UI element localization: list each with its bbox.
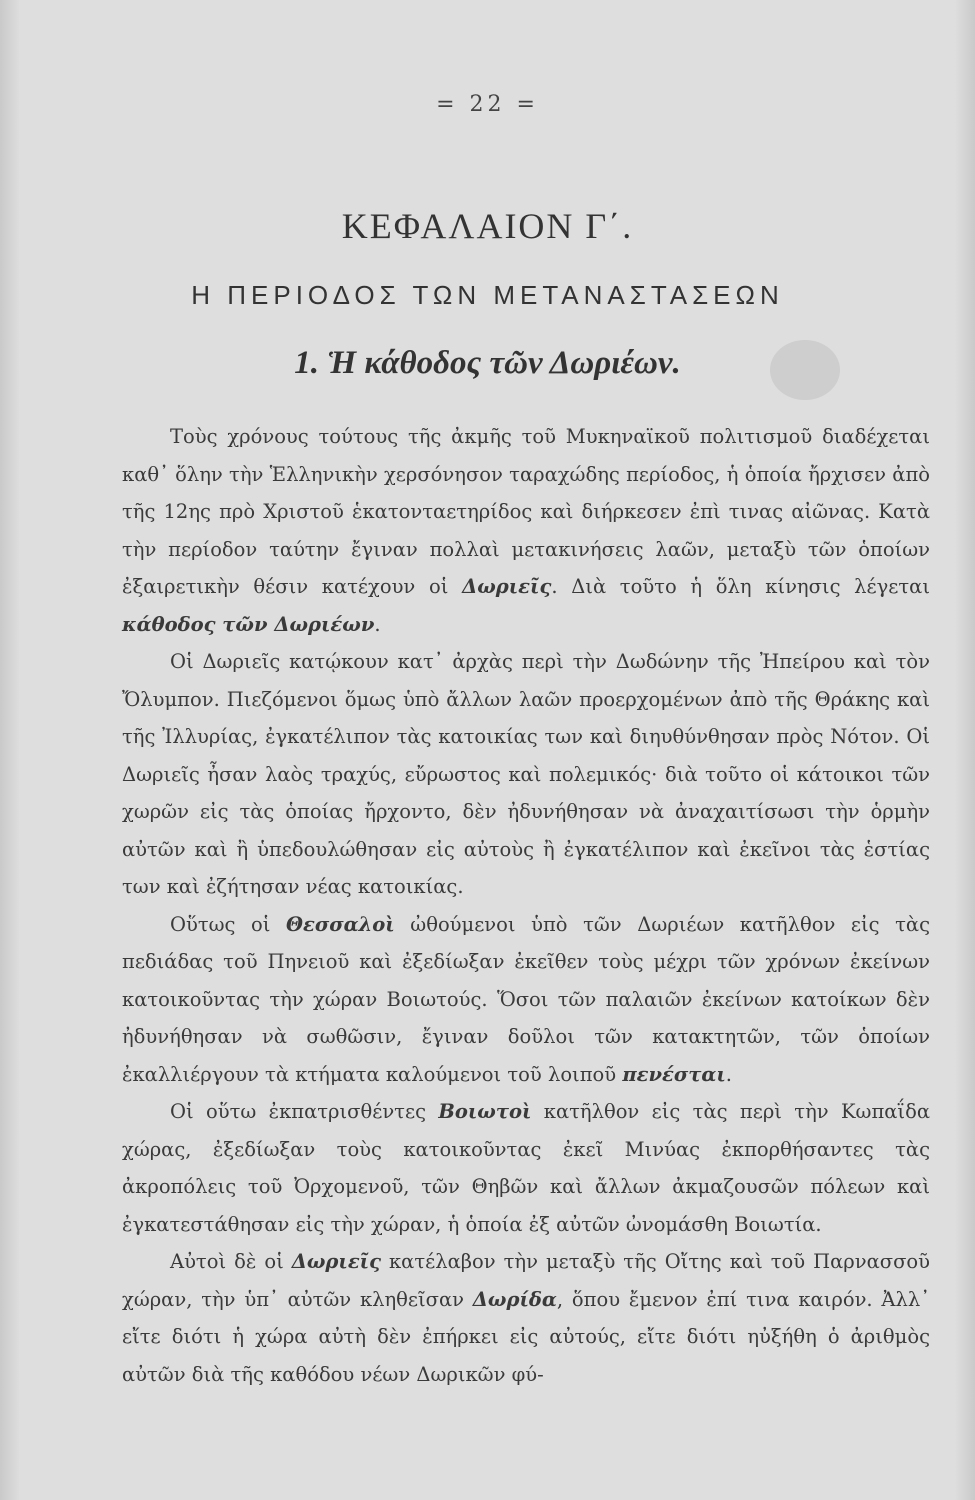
body-text — [122, 418, 930, 1393]
emphasis-term: Δωριεῖς — [291, 1250, 381, 1273]
chapter-heading: ΚΕΦΑΛΑΙΟΝ Γ΄. — [341, 206, 634, 246]
emphasis-term: Δωρίδα — [472, 1287, 557, 1311]
emphasis-term: Θεσσαλοὶ — [286, 912, 395, 936]
emphasis-term: Δωριεῖς — [462, 575, 552, 598]
paragraph-text: , ὅπου ἔμενον ἐπί τινα καιρόν. Ἀλλ᾽ εἴτε διότι ἡ χώρα αὐτὴ δὲν ἐπήρκει εἰς αὐτούς, εἴτε διότι ηὐξήθη ὁ ἀριθμὸς αὐτῶν διὰ τῆς καθόδου νέων Δωρικῶν φύ- — [122, 1287, 930, 1386]
paragraph — [122, 1093, 930, 1243]
chapter-subtitle: Η ΠΕΡΙΟΔΟΣ ΤΩΝ ΜΕΤΑΝΑΣΤΑΣΕΩΝ — [191, 280, 784, 310]
paragraph-text: . — [725, 1062, 732, 1086]
paragraph-text: Οὕτως οἱ — [170, 912, 286, 936]
paragraph-text: Οἱ Δωριεῖς κατῴκουν κατ᾽ ἀρχὰς περὶ τὴν Δωδώνην τῆς Ἠπείρου καὶ τὸν Ὄλυμπον. Πιεζόμενοι ὅμως ὑπὸ ἄλλων λαῶν προερχομένων ἀπὸ τῆς Θράκης καὶ τῆς Ἰλλυρίας, ἐγκατέλιπον τὰς κατοικίας των καὶ διηυθύνθησαν πρὸς Νότον. Οἱ Δωριεῖς ἦσαν λαὸς τραχύς, εὔρωστος καὶ πολεμικός· διὰ τοῦτο οἱ κάτοικοι τῶν χωρῶν εἰς τὰς ὁποίας ἤρχοντο, δὲν ἠδυνήθησαν νὰ ἀναχαιτίσωσι τὴν ὁρμὴν αὐτῶν καὶ ἢ ὑπεδουλώθησαν εἰς αὐτοὺς ἢ ἐγκατέλιπον καὶ ἐκεῖνοι τὰς ἑστίας των καὶ ἐζήτησαν νέας κατοικίας. — [122, 650, 930, 898]
paragraph-text: Τοὺς χρόνους τούτους τῆς ἀκμῆς τοῦ Μυκηναϊκοῦ πολιτισμοῦ διαδέχεται καθ᾽ ὅλην τὴν Ἑλληνικὴν χερσόνησον ταραχώδης περίοδος, ἡ ὁποία ἤρχισεν ἀπὸ τῆς 12ης πρὸ Χριστοῦ ἑκατονταετηρίδος καὶ διήρκεσεν ἐπὶ τινας αἰῶνας. Κατὰ τὴν περίοδον ταύτην ἔγιναν πολλαὶ μετακινήσεις λαῶν, μεταξὺ τῶν ὁποίων ἐξαιρετικὴν θέσιν κατέχουν οἱ — [122, 425, 930, 598]
paragraph — [122, 1243, 930, 1393]
emphasis-term: Βοιωτοὶ — [438, 1100, 532, 1123]
section-title: 1. Ἡ κάθοδος τῶν Δωριέων. — [294, 345, 681, 381]
paragraph-text: Αὐτοὶ δὲ οἱ — [170, 1250, 292, 1273]
emphasis-term: κάθοδος τῶν Δωριέων — [122, 612, 375, 636]
paragraph-text: Οἱ οὕτω ἐκπατρισθέντες — [170, 1100, 439, 1123]
paragraph-text: κατέλαβον τὴν μεταξὺ τῆς Οἴτης καὶ τοῦ Παρνασσοῦ χώραν, τὴν ὑπ᾽ αὐτῶν κληθεῖσαν — [122, 1250, 930, 1311]
paragraph-text: . — [374, 612, 381, 636]
page-number: = 22 = — [436, 92, 539, 117]
paragraph — [122, 643, 930, 906]
paragraph — [122, 418, 930, 643]
paragraph — [122, 906, 930, 1094]
paragraph-text: ὠθούμενοι ὑπὸ τῶν Δωριέων κατῆλθον εἰς τὰς πεδιάδας τοῦ Πηνειοῦ καὶ ἐξεδίωξαν ἐκεῖθεν τοὺς μέχρι τῶν χρόνων ἐκείνων κατοικοῦντας τὴν χώραν Βοιωτούς. Ὅσοι τῶν παλαιῶν ἐκείνων κατοίκων δὲν ἠδυνήθησαν νὰ σωθῶσιν, ἔγιναν δοῦλοι τῶν κατακτητῶν, τῶν ὁποίων ἐκαλλιέργουν τὰ κτήματα καλούμενοι τοῦ λοιποῦ — [122, 912, 931, 1086]
paragraph-text: κατῆλθον εἰς τὰς περὶ τὴν Κωπαΐδα χώρας, ἐξεδίωξαν τοὺς κατοικοῦντας ἐκεῖ Μινύας ἐκπορθήσαντες τὰς ἀκροπόλεις τοῦ Ὀρχομενοῦ, τῶν Θηβῶν καὶ ἄλλων ἀκμαζουσῶν πόλεων καὶ ἐγκατεστάθησαν εἰς τὴν χώραν, ἡ ὁποία ἐξ αὐτῶν ὠνομάσθη Βοιωτία. — [122, 1100, 930, 1236]
paragraph-text: . Διὰ τοῦτο ἡ ὅλη κίνησις λέγεται — [551, 575, 930, 598]
emphasis-term: πενέσται — [622, 1062, 726, 1086]
